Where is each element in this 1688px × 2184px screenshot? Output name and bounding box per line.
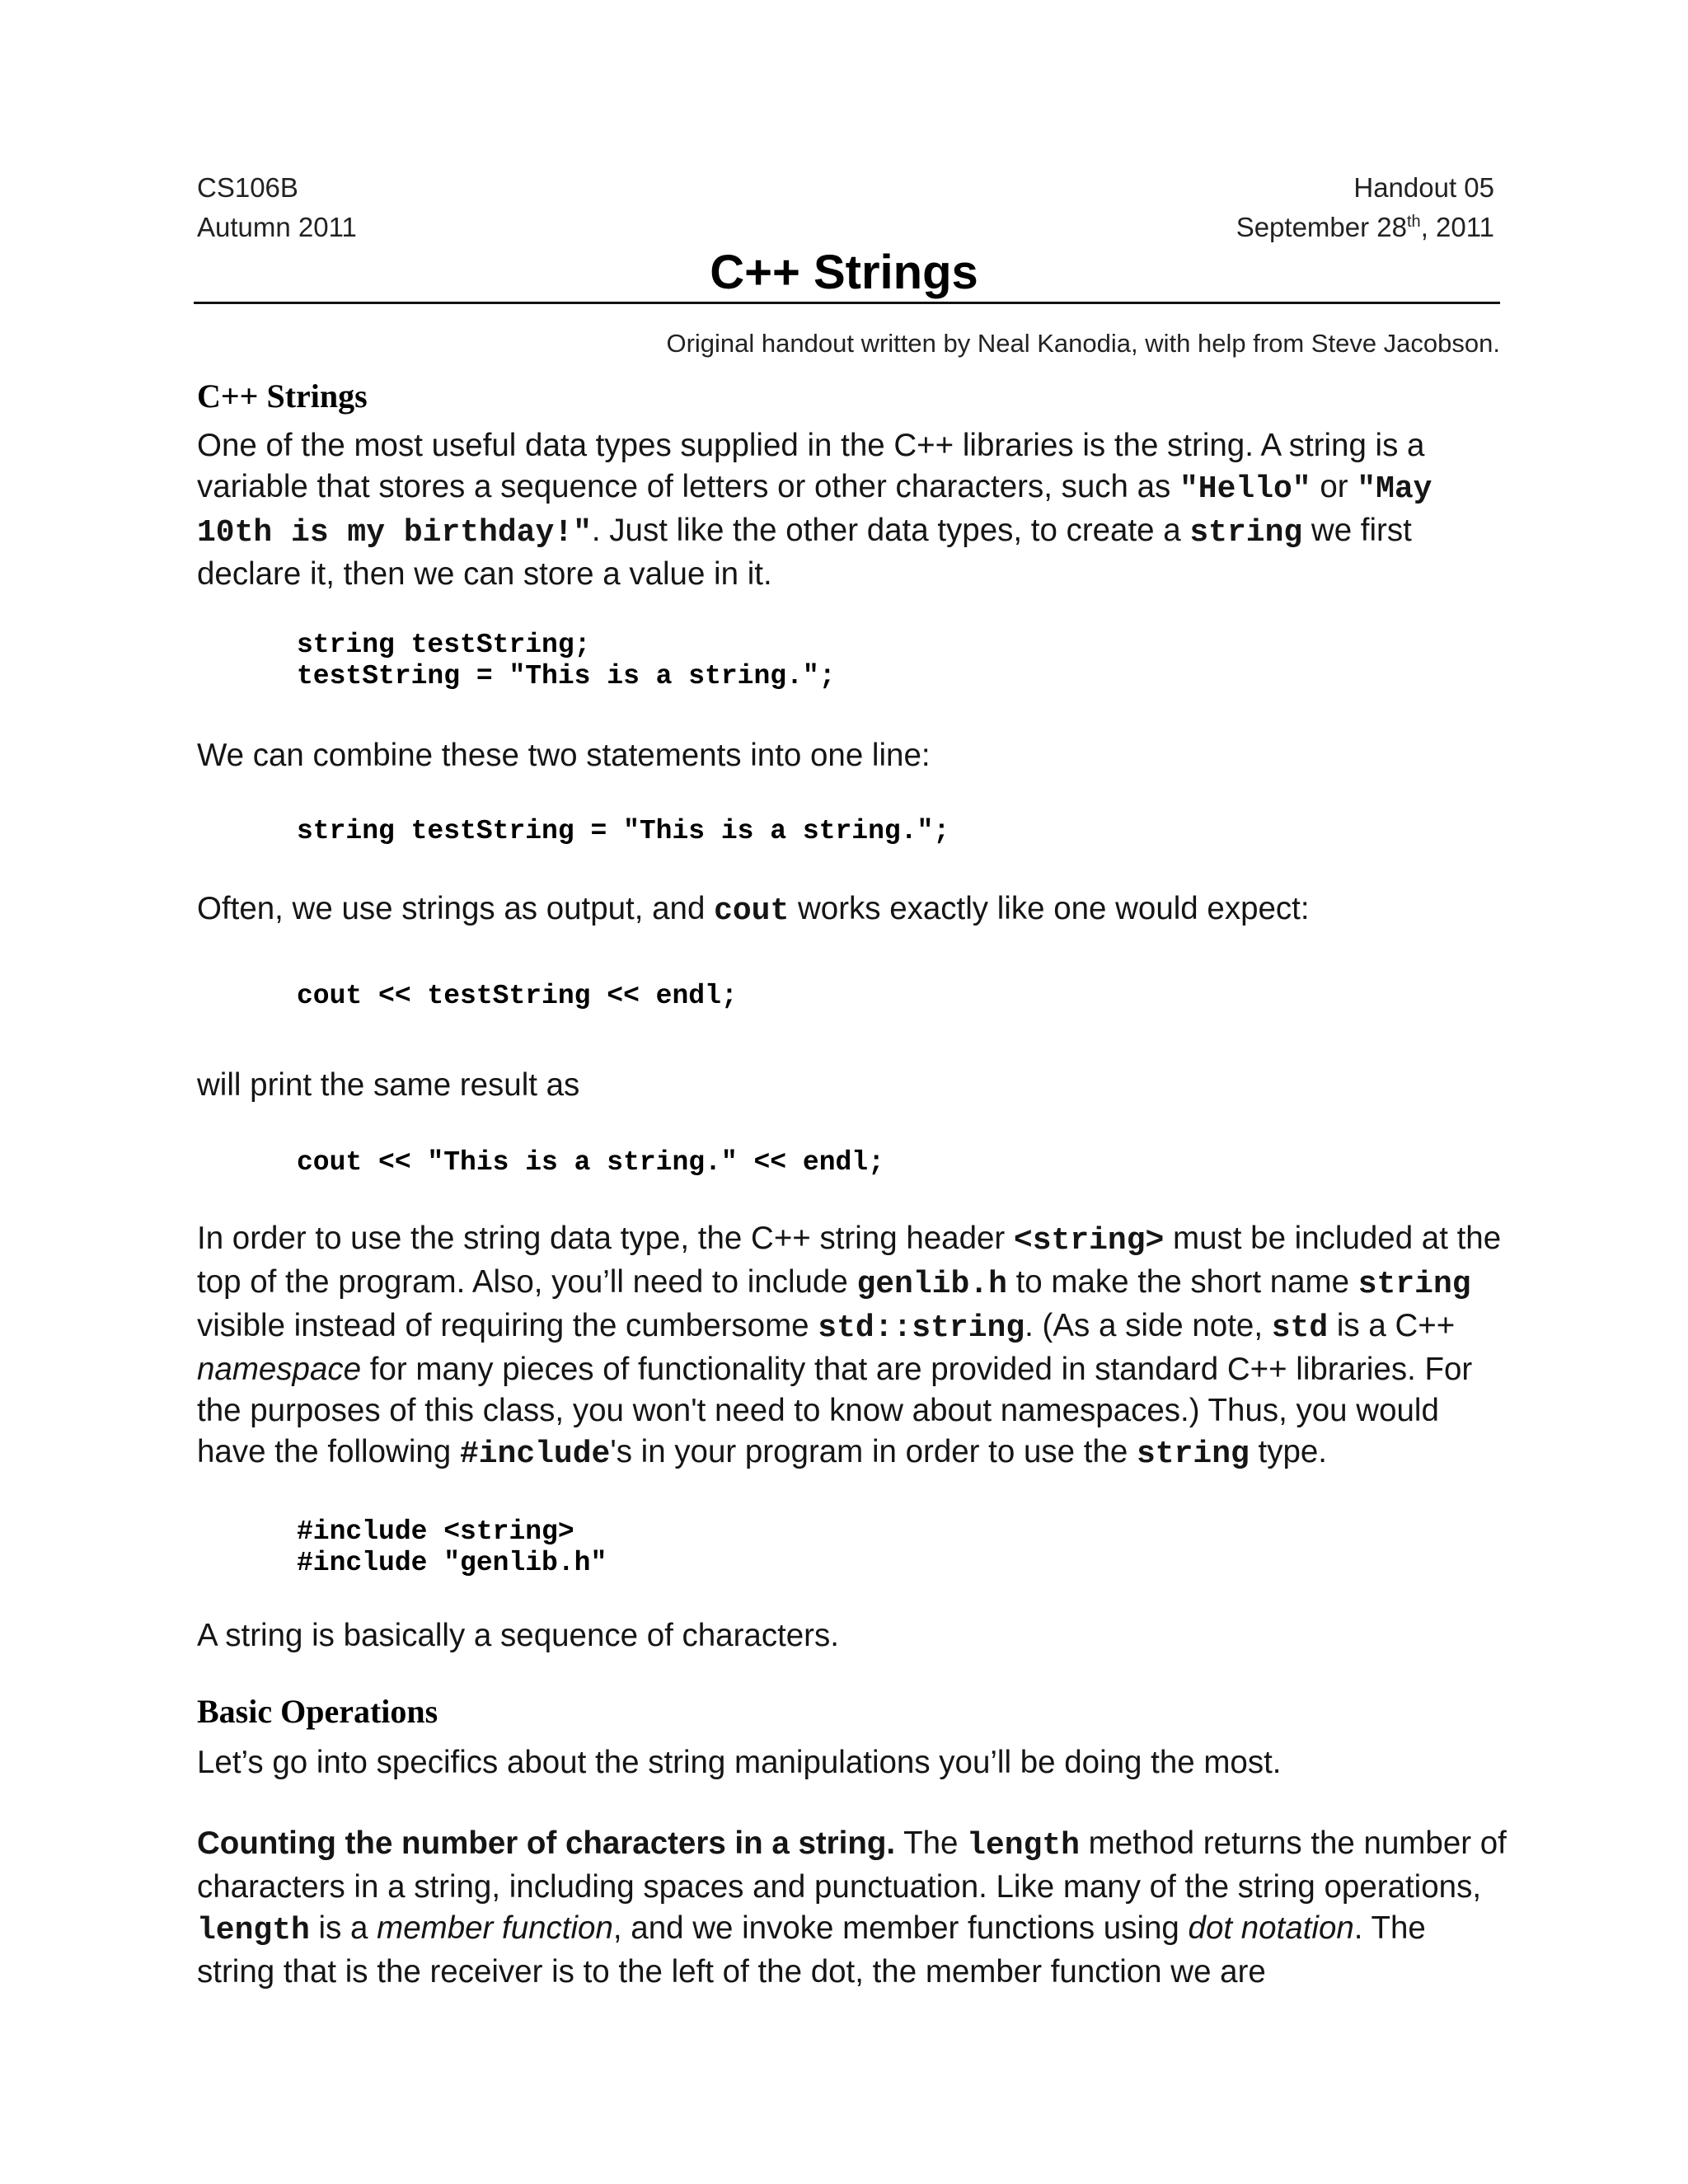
inline-code: std::string [818,1310,1025,1346]
text-run: is a C++ [1328,1308,1456,1343]
text-run: or [1311,469,1357,504]
inline-code: "May 10th is my birthday!" [197,471,1432,551]
text-run: type. [1249,1434,1327,1469]
text-run: The [895,1825,968,1861]
text-run: . Just like the other data types, to create a [591,513,1190,548]
inline-code: string [1136,1436,1250,1472]
combine-paragraph: We can combine these two statements into one line: [197,738,931,773]
specifics-paragraph: Let’s go into specifics about the string manipulations you’ll be doing the most. [197,1745,1282,1780]
section-heading-strings: C++ Strings [197,377,368,415]
section-heading-basic-operations: Basic Operations [197,1693,438,1730]
text-run: for many pieces of functionality that are provided in standard C++ libraries. For the purposes of this class, you won't need to know about namespaces.) Thus, you would have the following [197,1352,1473,1469]
include-paragraph [197,1218,1507,1475]
code-includes: #include <string> #include "genlib.h" [297,1516,607,1578]
inline-code: string [1189,515,1303,551]
title-rule [194,302,1500,304]
inline-code: length [967,1828,1080,1863]
inline-code: string [1357,1267,1471,1302]
date-main: September 28 [1236,212,1407,242]
code-declare-assign: string testString; testString = "This is a string."; [297,630,836,691]
inline-code: cout [714,893,790,929]
date-year: , 2011 [1420,212,1494,242]
italic-term: namespace [197,1352,362,1387]
text-run: to make the short name [1006,1264,1358,1300]
text-run: , and we invoke member functions using [612,1910,1189,1946]
handout-date [1236,211,1494,244]
author-credit: Original handout written by Neal Kanodia, with help from Steve Jacobson. [666,329,1500,358]
course-code: CS106B [197,172,298,203]
sequence-paragraph: A string is basically a sequence of characters. [197,1618,839,1653]
inline-code: genlib.h [856,1267,1007,1302]
code-cout-literal: cout << "This is a string." << endl; [297,1147,884,1178]
text-run: is a [309,1910,377,1946]
text-run: we first declare it, then we can store a value in it. [197,513,1412,592]
text-run: Often, we use strings as output, and [197,891,715,926]
bold-lead: Counting the number of characters in a string. [197,1825,896,1861]
text-run: . The string that is the receiver is to the left of the dot, the member function we are [197,1910,1426,1990]
inline-code: <string> [1013,1223,1165,1258]
italic-term: dot notation [1188,1910,1354,1946]
italic-term: member function [377,1910,613,1946]
text-run: In order to use the string data type, the C++ string header [197,1221,1014,1256]
text-run: visible instead of requiring the cumbersome [197,1308,818,1343]
code-combined: string testString = "This is a string."; [297,816,950,846]
inline-code: "Hello" [1179,471,1311,507]
length-paragraph [197,1823,1507,1993]
inline-code: #include [459,1436,611,1472]
text-run: method returns the number of characters in a string, including spaces and punctuation. Like many of the string operations, [197,1825,1507,1905]
text-run: 's in your program in order to use the [610,1434,1137,1469]
inline-code: length [197,1913,310,1948]
text-run: One of the most useful data types supplied in the C++ libraries is the string. A string is a variable that stores a sequence of letters or other characters, such as [197,428,1425,504]
intro-paragraph [197,425,1507,595]
handout-number: Handout 05 [1353,172,1494,203]
same-result-paragraph: will print the same result as [197,1067,580,1103]
term: Autumn 2011 [197,212,357,242]
text-run: must be included at the top of the program. Also, you’ll need to include [197,1221,1502,1300]
inline-code: std [1271,1310,1329,1346]
text-run: works exactly like one would expect: [789,891,1310,926]
date-suffix: th [1407,213,1421,231]
page-title: C++ Strings [710,246,978,299]
text-run: . (As a side note, [1025,1308,1272,1343]
cout-paragraph [197,888,1507,932]
code-cout-variable: cout << testString << endl; [297,981,738,1011]
